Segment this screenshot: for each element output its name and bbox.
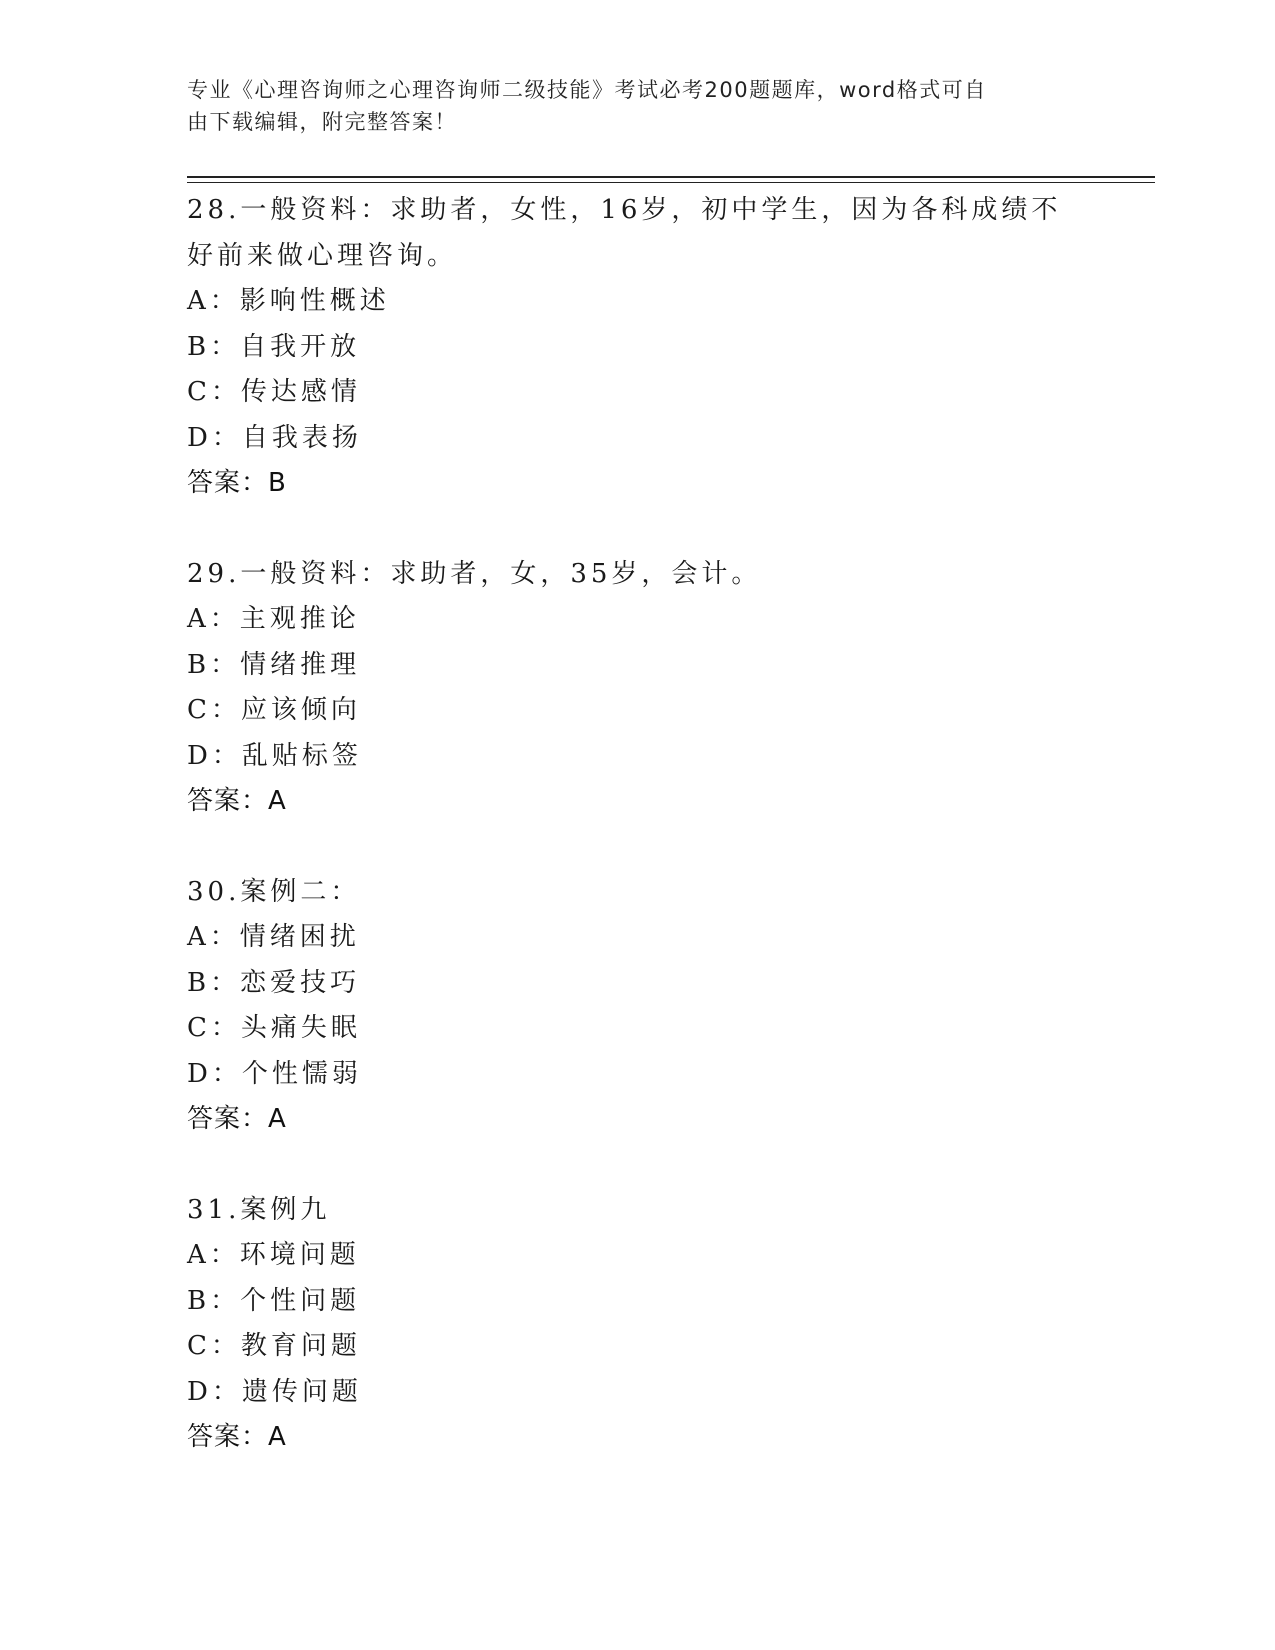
option-c: C：传达感情 <box>187 377 361 407</box>
question-stem: 31.案例九 <box>187 1194 331 1225</box>
answer-line: 答案：A <box>187 1104 287 1134</box>
option-b: B：自我开放 <box>187 331 361 362</box>
question-31 <box>187 1188 1087 1461</box>
option-c: C：头痛失眠 <box>187 1013 361 1043</box>
question-30 <box>187 870 1087 1143</box>
option-d: D：乱贴标签 <box>187 740 362 771</box>
question-stem: 28.一般资料：求助者，女性，16岁，初中学生，因为各科成绩不好前来做心理咨询。 <box>187 195 1062 271</box>
question-stem: 30.案例二： <box>187 876 361 907</box>
header-divider-thick <box>187 176 1155 178</box>
option-a: A：环境问题 <box>187 1240 360 1270</box>
question-29 <box>187 552 1087 825</box>
question-stem: 29.一般资料：求助者，女，35岁，会计。 <box>187 558 762 589</box>
option-c: C：教育问题 <box>187 1331 361 1361</box>
option-a: A：主观推论 <box>187 604 360 634</box>
answer-line: 答案：A <box>187 786 287 816</box>
header-divider-thin <box>187 182 1155 183</box>
option-d: D：自我表扬 <box>187 422 362 453</box>
option-a: A：情绪困扰 <box>187 922 360 952</box>
question-28 <box>187 188 1087 507</box>
option-d: D：遗传问题 <box>187 1376 362 1407</box>
header-line-2: 由下载编辑，附完整答案！ <box>187 110 457 134</box>
document-header <box>187 74 1087 138</box>
header-line-1: 专业《心理咨询师之心理咨询师二级技能》考试必考200题题库，word格式可自 <box>187 78 987 102</box>
option-d: D：个性懦弱 <box>187 1058 362 1089</box>
answer-line: 答案：B <box>187 468 287 498</box>
option-b: B：恋爱技巧 <box>187 967 361 998</box>
answer-line: 答案：A <box>187 1422 287 1452</box>
question-list <box>187 188 1087 1506</box>
option-b: B：情绪推理 <box>187 649 361 680</box>
option-c: C：应该倾向 <box>187 695 361 725</box>
option-a: A：影响性概述 <box>187 286 390 316</box>
option-b: B：个性问题 <box>187 1285 361 1316</box>
